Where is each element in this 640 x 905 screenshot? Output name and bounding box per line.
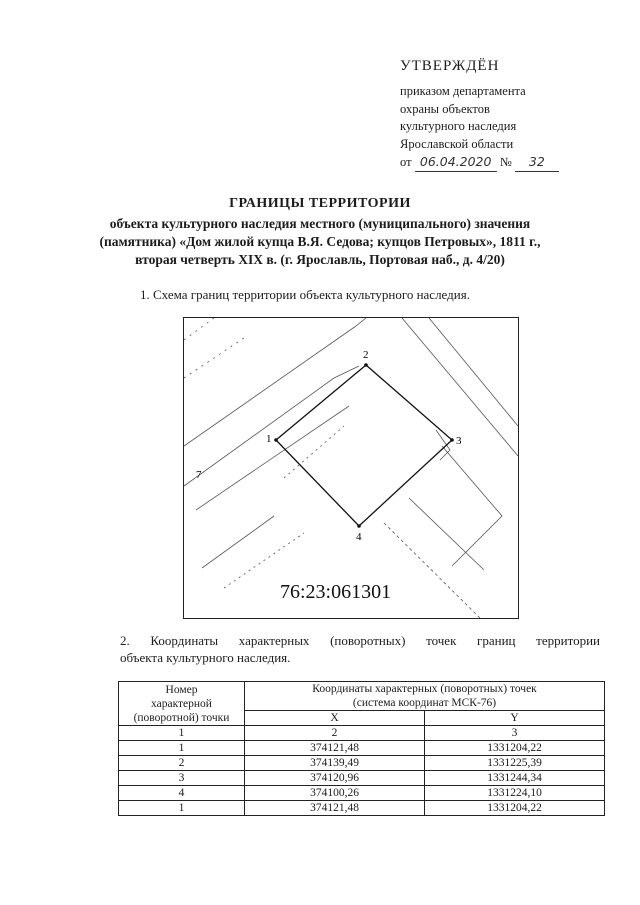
approval-heading: УТВЕРЖДЁН bbox=[400, 58, 500, 74]
table-cell: 374100,26 bbox=[245, 786, 425, 801]
parcel-line bbox=[184, 318, 214, 340]
table-row bbox=[119, 786, 605, 801]
table-row bbox=[119, 801, 605, 816]
handwritten-number: 32 bbox=[528, 154, 545, 169]
table-row bbox=[119, 756, 605, 771]
parcel-line bbox=[184, 378, 334, 486]
table-cell: 374139,49 bbox=[245, 756, 425, 771]
boundary-vertex-4 bbox=[357, 524, 361, 528]
scheme-drawing bbox=[184, 318, 518, 618]
approval-line: Ярославской области bbox=[400, 136, 514, 151]
side-label: 7 bbox=[196, 469, 202, 481]
approval-line: охраны объектов bbox=[400, 101, 490, 116]
header-x: X bbox=[245, 711, 425, 726]
table-cell: 374121,48 bbox=[245, 741, 425, 756]
parcel-line bbox=[384, 523, 480, 618]
table-cell: 1331204,22 bbox=[425, 801, 605, 816]
point-label-2: 2 bbox=[363, 349, 369, 361]
table-row bbox=[119, 741, 605, 756]
parcel-line bbox=[442, 446, 502, 566]
table-cell: 374120,96 bbox=[245, 771, 425, 786]
point-label-3: 3 bbox=[456, 435, 462, 447]
number-field bbox=[515, 153, 559, 172]
subtitle-line: (памятника) «Дом жилой купца В.Я. Седова; купцов Петровых», 1811 г., bbox=[99, 234, 541, 249]
cadastral-number: 76:23:061301 bbox=[280, 581, 392, 603]
approval-block bbox=[400, 58, 620, 172]
table-cell: 3 bbox=[425, 726, 605, 741]
parcel-line bbox=[334, 366, 359, 378]
table-cell: 1 bbox=[119, 726, 245, 741]
approval-date-row bbox=[400, 153, 620, 172]
parcel-line bbox=[409, 498, 484, 570]
boundary-vertex-3 bbox=[450, 438, 454, 442]
header-coordinates-group: Координаты характерных (поворотных) точек (система координат МСК-76) bbox=[245, 682, 605, 711]
subtitle-line: объекта культурного наследия местного (муниципального) значения bbox=[109, 216, 531, 231]
header-point-number: Номер характерной (поворотной) точки bbox=[119, 682, 245, 726]
table-cell: 1331224,10 bbox=[425, 786, 605, 801]
handwritten-date: 06.04.2020 bbox=[419, 154, 492, 169]
date-prefix: от bbox=[400, 155, 412, 169]
table-cell: 1331244,34 bbox=[425, 771, 605, 786]
header-y: Y bbox=[425, 711, 605, 726]
parcel-line bbox=[284, 426, 344, 478]
table-cell: 4 bbox=[119, 786, 245, 801]
table-cell: 1 bbox=[119, 801, 245, 816]
territory-scheme bbox=[183, 317, 519, 619]
document-title: ГРАНИЦЫ ТЕРРИТОРИИ bbox=[229, 196, 411, 211]
point-label-1: 1 bbox=[266, 433, 272, 445]
section1-heading: 1. Схема границ территории объекта культурного наследия. bbox=[140, 287, 470, 302]
parcel-line bbox=[202, 516, 274, 568]
approval-line: культурного наследия bbox=[400, 119, 517, 133]
table-cell: 2 bbox=[245, 726, 425, 741]
table-cell: 1 bbox=[119, 741, 245, 756]
table-row bbox=[119, 771, 605, 786]
table-index-row bbox=[119, 726, 605, 741]
parcel-lines bbox=[184, 318, 518, 618]
section2-heading: 2. Координаты характерных (поворотных) точек границ территории bbox=[120, 633, 600, 648]
point-label-4: 4 bbox=[356, 531, 362, 543]
parcel-line bbox=[429, 318, 518, 426]
coordinates-table bbox=[118, 681, 605, 816]
section2-heading-cont: объекта культурного наследия. bbox=[120, 650, 291, 665]
subtitle-line: вторая четверть XIX в. (г. Ярославль, Портовая наб., д. 4/20) bbox=[135, 252, 505, 267]
number-prefix: № bbox=[499, 155, 512, 169]
table-cell: 1331225,39 bbox=[425, 756, 605, 771]
territory-boundary bbox=[276, 365, 452, 526]
table-cell: 1331204,22 bbox=[425, 741, 605, 756]
parcel-line bbox=[184, 318, 366, 446]
table-cell: 374121,48 bbox=[245, 801, 425, 816]
parcel-line bbox=[436, 430, 450, 460]
table-cell: 3 bbox=[119, 771, 245, 786]
approval-line: приказом департамента bbox=[400, 84, 526, 98]
parcel-line bbox=[184, 338, 244, 378]
date-field bbox=[415, 153, 497, 172]
boundary-vertices bbox=[274, 363, 454, 528]
parcel-line bbox=[224, 533, 304, 588]
document-subtitle bbox=[40, 215, 600, 269]
boundary-vertex-2 bbox=[364, 363, 368, 367]
boundary-vertex-1 bbox=[274, 438, 278, 442]
table-header-row bbox=[119, 682, 605, 711]
table-cell: 2 bbox=[119, 756, 245, 771]
